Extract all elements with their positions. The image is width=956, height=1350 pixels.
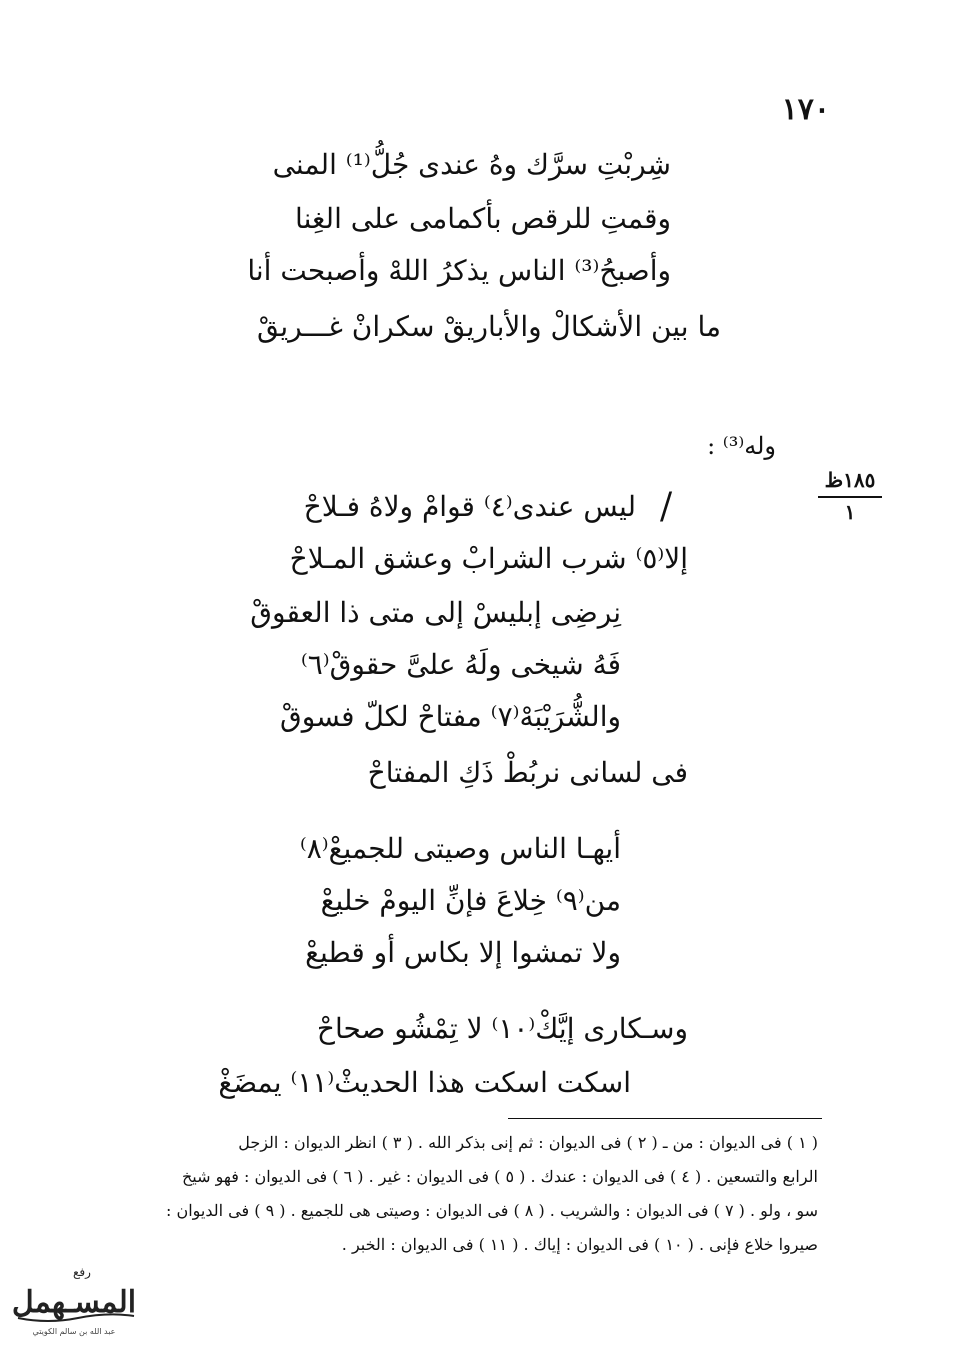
poem2-line-7: أيهـا الناس وصيتى للجميعْ⁽٨⁾ [299,832,621,865]
footnote-separator [508,1118,822,1119]
stamp-small-text: رفع [73,1265,91,1279]
folio-break-mark: / [660,486,673,527]
footnote-line-4: صيروا خلاع فإنى . ( ١٠ ) فى الديوان : إياك . ( ١١ ) فى الديوان : الخبر . [341,1235,818,1254]
poem2-line-3: نِرضِى إبليسْ إلى متى ذا العقوقْ [250,596,621,629]
section-heading: وله⁽³⁾ : [707,432,776,460]
library-stamp-logo [8,1262,140,1342]
poem2-line-10: وسـكارى إيَّكْ⁽١٠⁾ لا تِمْشُو صحاحْ [316,1012,688,1045]
poem1-line-3: وأصبحُ⁽³⁾ الناس يذكرُ اللهْ وأصبحت أنا [247,254,671,287]
poem1-line-2: وقمتِ للرقص بأكمامى على الغِنا [295,202,671,235]
poem1-line-1: شِربْتِ سرَّك وهُ عندى جُلُّ⁽¹⁾ المنى [272,148,671,181]
poem2-line-8: من⁽٩⁾ خِلاعَ فإنِّ اليومْ خليعْ [320,884,621,917]
footnote-line-3: سو ، ولو . ( ٧ ) فى الديوان : والشريب . ( ٨ ) فى الديوان : وصيتى هى للجميع . ( ٩ ) فى الديوان : [165,1201,818,1220]
footnotes [130,1126,818,1262]
margin-reference-number: ١ [844,500,856,524]
stamp-main-text: المسـهمل [11,1285,137,1320]
poem2-line-6: فى لسانى نربُطْ ذَكِ المفتاحْ [367,756,688,789]
page-number: ١٧٠ [781,92,830,127]
poem2-line-11: اسكت اسكت هذا الحديثْ⁽١١⁾ يمضَغْ [218,1066,631,1099]
stamp-bottom-text: عبد الله بن سالم الكويتي [32,1327,116,1336]
margin-reference-folio: ١٨٥ظ [824,468,876,492]
poem2-line-1: ليس عندى⁽٤⁾ قوامْ ولاهُ فـلاحْ [303,490,636,523]
poem2-line-2: إلا⁽٥⁾ شرب الشرابْ وعشق المـلاحْ [289,542,688,575]
poem2-line-5: والشُّرَيْبَهْ⁽٧⁾ مفتاحْ لكلّ فسوقْ [280,700,621,733]
poem2-line-9: ولا تمشوا إلا بكاس أو قطيعْ [305,936,621,969]
footnote-line-1: ( ١ ) فى الديوان : من ـ ( ٢ ) فى الديوان : ثم إنى بذكر الله . ( ٣ ) انظر الديوان : الزجل [238,1133,818,1152]
poem1-line-4: ما بين الأشكالْ والأباريقْ سكرانْ غـــريقْ [257,310,721,343]
footnote-line-2: الرابع والتسعين . ( ٤ ) فى الديوان : عندك . ( ٥ ) فى الديوان : غير . ( ٦ ) فى الديوان : فهو شيخ [181,1167,818,1186]
poem2-line-4: فَهُ شيخى ولَهُ علىَّ حقوقْ⁽٦⁾ [300,648,621,681]
